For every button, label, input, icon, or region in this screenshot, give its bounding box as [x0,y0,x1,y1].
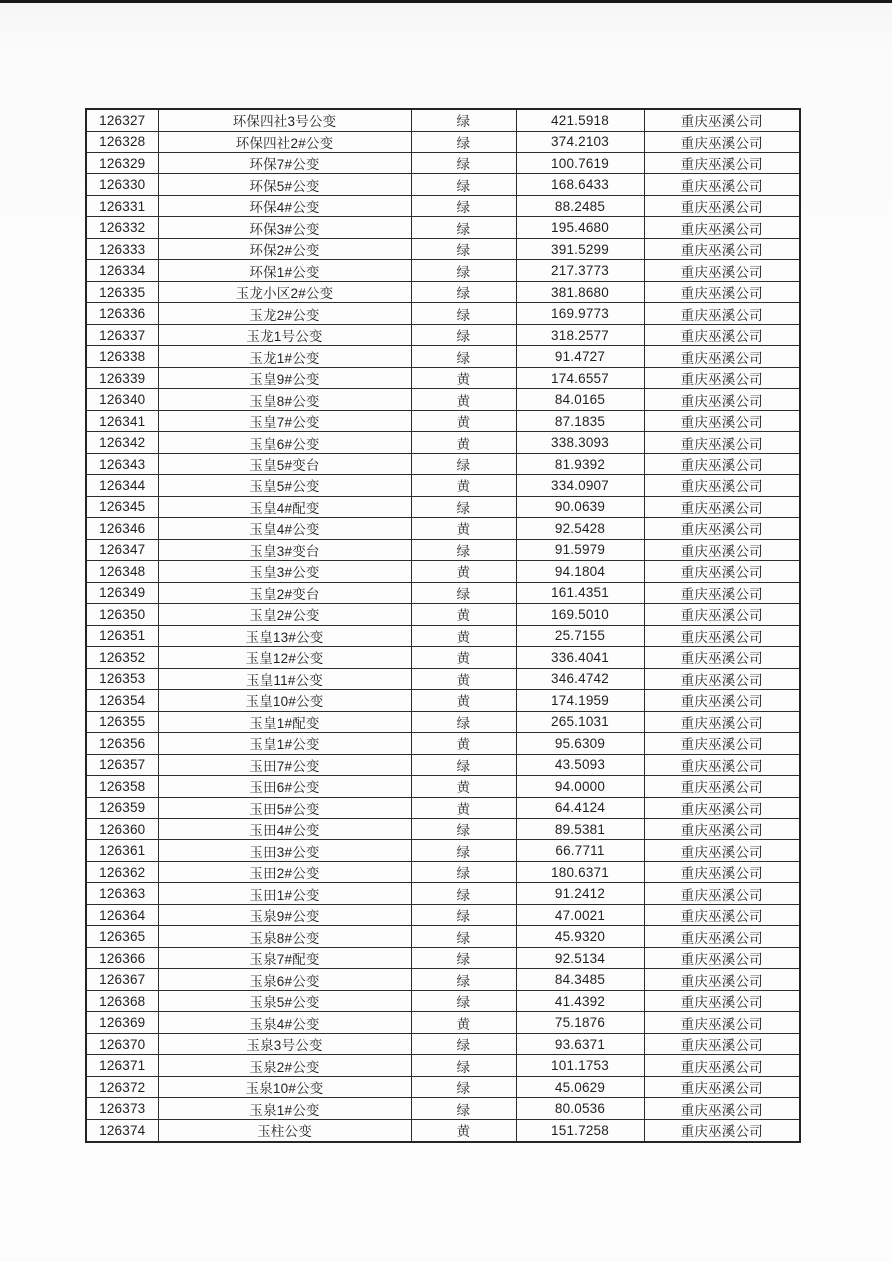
table-row [86,561,800,582]
cell-transformer-name: 玉龙1号公变 [158,324,411,345]
table-row [86,260,800,281]
cell-status: 黄 [411,1119,516,1142]
cell-value: 84.3485 [516,969,644,990]
cell-status: 绿 [411,926,516,947]
cell-value: 100.7619 [516,152,644,173]
cell-company: 重庆巫溪公司 [644,647,800,668]
cell-company: 重庆巫溪公司 [644,625,800,646]
cell-transformer-name: 玉皇4#公变 [158,518,411,539]
cell-record-id: 126332 [86,217,158,238]
cell-company: 重庆巫溪公司 [644,195,800,216]
table-row [86,668,800,689]
cell-company: 重庆巫溪公司 [644,904,800,925]
cell-company: 重庆巫溪公司 [644,668,800,689]
cell-value: 92.5134 [516,947,644,968]
cell-transformer-name: 玉田6#公变 [158,776,411,797]
cell-value: 25.7155 [516,625,644,646]
cell-transformer-name: 玉泉2#公变 [158,1055,411,1076]
cell-record-id: 126366 [86,947,158,968]
cell-status: 黄 [411,367,516,388]
cell-status: 绿 [411,582,516,603]
cell-value: 161.4351 [516,582,644,603]
cell-status: 黄 [411,797,516,818]
table-row [86,174,800,195]
cell-company: 重庆巫溪公司 [644,1076,800,1097]
cell-transformer-name: 玉皇5#公变 [158,475,411,496]
cell-company: 重庆巫溪公司 [644,754,800,775]
cell-transformer-name: 玉泉9#公变 [158,904,411,925]
cell-transformer-name: 玉田1#公变 [158,883,411,904]
cell-value: 92.5428 [516,518,644,539]
cell-record-id: 126356 [86,733,158,754]
cell-status: 黄 [411,776,516,797]
cell-transformer-name: 玉泉10#公变 [158,1076,411,1097]
cell-record-id: 126348 [86,561,158,582]
cell-status: 绿 [411,195,516,216]
cell-status: 绿 [411,303,516,324]
cell-status: 绿 [411,238,516,259]
cell-company: 重庆巫溪公司 [644,1055,800,1076]
cell-status: 绿 [411,346,516,367]
cell-company: 重庆巫溪公司 [644,990,800,1011]
cell-company: 重庆巫溪公司 [644,1119,800,1142]
cell-record-id: 126350 [86,604,158,625]
cell-transformer-name: 玉柱公变 [158,1119,411,1142]
cell-company: 重庆巫溪公司 [644,539,800,560]
table-row [86,109,800,131]
cell-company: 重庆巫溪公司 [644,797,800,818]
table-row [86,410,800,431]
cell-record-id: 126336 [86,303,158,324]
cell-value: 91.5979 [516,539,644,560]
cell-record-id: 126371 [86,1055,158,1076]
cell-company: 重庆巫溪公司 [644,947,800,968]
cell-record-id: 126355 [86,711,158,732]
table-row [86,281,800,302]
cell-status: 黄 [411,604,516,625]
cell-company: 重庆巫溪公司 [644,152,800,173]
cell-record-id: 126343 [86,453,158,474]
cell-transformer-name: 环保7#公变 [158,152,411,173]
cell-transformer-name: 玉皇12#公变 [158,647,411,668]
table-row [86,152,800,173]
cell-transformer-name: 玉皇11#公变 [158,668,411,689]
cell-record-id: 126342 [86,432,158,453]
cell-company: 重庆巫溪公司 [644,926,800,947]
cell-status: 绿 [411,990,516,1011]
cell-company: 重庆巫溪公司 [644,238,800,259]
cell-record-id: 126339 [86,367,158,388]
cell-transformer-name: 玉皇8#公变 [158,389,411,410]
cell-company: 重庆巫溪公司 [644,367,800,388]
cell-status: 黄 [411,1012,516,1033]
table-row [86,582,800,603]
cell-record-id: 126357 [86,754,158,775]
cell-value: 391.5299 [516,238,644,259]
cell-company: 重庆巫溪公司 [644,281,800,302]
cell-transformer-name: 玉皇6#公变 [158,432,411,453]
cell-record-id: 126341 [86,410,158,431]
table-row [86,969,800,990]
table-row [86,324,800,345]
cell-status: 绿 [411,217,516,238]
cell-transformer-name: 玉田5#公变 [158,797,411,818]
cell-company: 重庆巫溪公司 [644,131,800,152]
table-row [86,367,800,388]
cell-transformer-name: 玉田3#公变 [158,840,411,861]
cell-company: 重庆巫溪公司 [644,582,800,603]
table-row [86,389,800,410]
cell-record-id: 126349 [86,582,158,603]
cell-value: 75.1876 [516,1012,644,1033]
cell-company: 重庆巫溪公司 [644,475,800,496]
cell-transformer-name: 玉皇2#变台 [158,582,411,603]
cell-status: 绿 [411,174,516,195]
cell-value: 265.1031 [516,711,644,732]
cell-record-id: 126358 [86,776,158,797]
table-row [86,346,800,367]
cell-value: 94.0000 [516,776,644,797]
cell-record-id: 126337 [86,324,158,345]
cell-transformer-name: 玉皇3#变台 [158,539,411,560]
cell-record-id: 126368 [86,990,158,1011]
cell-transformer-name: 玉皇9#公变 [158,367,411,388]
cell-record-id: 126361 [86,840,158,861]
cell-transformer-name: 玉皇1#配变 [158,711,411,732]
cell-status: 绿 [411,1076,516,1097]
cell-status: 绿 [411,260,516,281]
cell-value: 64.4124 [516,797,644,818]
cell-record-id: 126330 [86,174,158,195]
cell-company: 重庆巫溪公司 [644,1012,800,1033]
cell-record-id: 126331 [86,195,158,216]
cell-value: 93.6371 [516,1033,644,1054]
cell-value: 80.0536 [516,1098,644,1119]
cell-status: 绿 [411,1098,516,1119]
table-row [86,1033,800,1054]
table-row [86,754,800,775]
cell-status: 黄 [411,647,516,668]
cell-transformer-name: 玉皇4#配变 [158,496,411,517]
page-top-edge-line [0,0,892,3]
table-row [86,861,800,882]
cell-transformer-name: 玉龙小区2#公变 [158,281,411,302]
cell-value: 374.2103 [516,131,644,152]
cell-status: 绿 [411,131,516,152]
table-row [86,840,800,861]
cell-transformer-name: 环保5#公变 [158,174,411,195]
cell-record-id: 126364 [86,904,158,925]
cell-transformer-name: 玉皇7#公变 [158,410,411,431]
cell-company: 重庆巫溪公司 [644,969,800,990]
cell-status: 绿 [411,840,516,861]
cell-company: 重庆巫溪公司 [644,604,800,625]
cell-value: 381.8680 [516,281,644,302]
cell-company: 重庆巫溪公司 [644,561,800,582]
cell-status: 黄 [411,561,516,582]
cell-transformer-name: 玉田2#公变 [158,861,411,882]
table-row [86,1012,800,1033]
cell-value: 346.4742 [516,668,644,689]
cell-value: 168.6433 [516,174,644,195]
cell-transformer-name: 环保1#公变 [158,260,411,281]
cell-value: 217.3773 [516,260,644,281]
cell-status: 黄 [411,475,516,496]
table-row [86,604,800,625]
cell-record-id: 126351 [86,625,158,646]
cell-company: 重庆巫溪公司 [644,217,800,238]
cell-record-id: 126346 [86,518,158,539]
table-body [86,109,800,1142]
cell-status: 绿 [411,904,516,925]
table-row [86,303,800,324]
cell-status: 绿 [411,1055,516,1076]
table-row [86,990,800,1011]
cell-record-id: 126354 [86,690,158,711]
cell-company: 重庆巫溪公司 [644,840,800,861]
cell-record-id: 126338 [86,346,158,367]
table-row [86,947,800,968]
cell-value: 169.9773 [516,303,644,324]
table-row [86,432,800,453]
cell-record-id: 126353 [86,668,158,689]
cell-status: 绿 [411,947,516,968]
cell-transformer-name: 玉泉4#公变 [158,1012,411,1033]
cell-transformer-name: 玉泉8#公变 [158,926,411,947]
cell-value: 336.4041 [516,647,644,668]
cell-record-id: 126363 [86,883,158,904]
cell-value: 89.5381 [516,819,644,840]
cell-record-id: 126362 [86,861,158,882]
table-row [86,518,800,539]
cell-transformer-name: 环保3#公变 [158,217,411,238]
table-row [86,926,800,947]
table-row [86,475,800,496]
cell-company: 重庆巫溪公司 [644,518,800,539]
cell-transformer-name: 玉皇5#变台 [158,453,411,474]
cell-value: 90.0639 [516,496,644,517]
cell-transformer-name: 环保4#公变 [158,195,411,216]
cell-company: 重庆巫溪公司 [644,883,800,904]
table-row [86,1119,800,1142]
cell-value: 88.2485 [516,195,644,216]
cell-company: 重庆巫溪公司 [644,346,800,367]
table-row [86,1055,800,1076]
cell-company: 重庆巫溪公司 [644,819,800,840]
cell-company: 重庆巫溪公司 [644,776,800,797]
cell-value: 47.0021 [516,904,644,925]
table-row [86,1076,800,1097]
cell-transformer-name: 玉田7#公变 [158,754,411,775]
cell-transformer-name: 玉泉6#公变 [158,969,411,990]
cell-status: 绿 [411,883,516,904]
cell-transformer-name: 玉泉3号公变 [158,1033,411,1054]
cell-transformer-name: 玉皇10#公变 [158,690,411,711]
table-row [86,238,800,259]
cell-transformer-name: 玉皇1#公变 [158,733,411,754]
cell-transformer-name: 玉皇13#公变 [158,625,411,646]
cell-company: 重庆巫溪公司 [644,260,800,281]
cell-record-id: 126335 [86,281,158,302]
cell-value: 318.2577 [516,324,644,345]
cell-value: 195.4680 [516,217,644,238]
cell-status: 黄 [411,389,516,410]
cell-record-id: 126369 [86,1012,158,1033]
cell-status: 黄 [411,625,516,646]
table-row [86,539,800,560]
cell-value: 87.1835 [516,410,644,431]
cell-value: 338.3093 [516,432,644,453]
cell-value: 91.2412 [516,883,644,904]
table-row [86,453,800,474]
cell-record-id: 126334 [86,260,158,281]
table-row [86,131,800,152]
table-row [86,883,800,904]
cell-record-id: 126370 [86,1033,158,1054]
cell-record-id: 126329 [86,152,158,173]
cell-value: 45.9320 [516,926,644,947]
cell-company: 重庆巫溪公司 [644,1098,800,1119]
cell-value: 91.4727 [516,346,644,367]
cell-company: 重庆巫溪公司 [644,389,800,410]
cell-value: 43.5093 [516,754,644,775]
cell-status: 绿 [411,152,516,173]
cell-status: 黄 [411,690,516,711]
cell-record-id: 126327 [86,109,158,131]
cell-status: 绿 [411,539,516,560]
cell-record-id: 126333 [86,238,158,259]
cell-record-id: 126347 [86,539,158,560]
cell-transformer-name: 玉龙1#公变 [158,346,411,367]
cell-value: 95.6309 [516,733,644,754]
table-row [86,1098,800,1119]
cell-company: 重庆巫溪公司 [644,861,800,882]
cell-transformer-name: 玉皇3#公变 [158,561,411,582]
cell-record-id: 126344 [86,475,158,496]
cell-value: 94.1804 [516,561,644,582]
cell-status: 绿 [411,969,516,990]
cell-status: 黄 [411,410,516,431]
cell-record-id: 126373 [86,1098,158,1119]
cell-status: 绿 [411,281,516,302]
cell-company: 重庆巫溪公司 [644,410,800,431]
cell-company: 重庆巫溪公司 [644,453,800,474]
cell-company: 重庆巫溪公司 [644,733,800,754]
cell-transformer-name: 玉龙2#公变 [158,303,411,324]
cell-status: 绿 [411,496,516,517]
cell-record-id: 126367 [86,969,158,990]
cell-company: 重庆巫溪公司 [644,174,800,195]
cell-record-id: 126340 [86,389,158,410]
transformer-data-table [85,108,801,1143]
cell-value: 421.5918 [516,109,644,131]
table-row [86,711,800,732]
cell-status: 绿 [411,754,516,775]
cell-company: 重庆巫溪公司 [644,1033,800,1054]
cell-transformer-name: 玉田4#公变 [158,819,411,840]
cell-record-id: 126352 [86,647,158,668]
cell-value: 174.6557 [516,367,644,388]
table-row [86,647,800,668]
table-row [86,217,800,238]
table-row [86,496,800,517]
cell-status: 绿 [411,711,516,732]
cell-status: 黄 [411,518,516,539]
cell-value: 81.9392 [516,453,644,474]
table-row [86,819,800,840]
cell-status: 绿 [411,861,516,882]
cell-transformer-name: 环保四社2#公变 [158,131,411,152]
cell-status: 绿 [411,109,516,131]
cell-record-id: 126360 [86,819,158,840]
cell-record-id: 126374 [86,1119,158,1142]
cell-value: 180.6371 [516,861,644,882]
table-row [86,733,800,754]
cell-status: 黄 [411,733,516,754]
cell-value: 45.0629 [516,1076,644,1097]
cell-value: 334.0907 [516,475,644,496]
cell-record-id: 126372 [86,1076,158,1097]
cell-record-id: 126345 [86,496,158,517]
cell-transformer-name: 玉皇2#公变 [158,604,411,625]
cell-status: 黄 [411,668,516,689]
cell-company: 重庆巫溪公司 [644,432,800,453]
cell-status: 绿 [411,819,516,840]
cell-status: 绿 [411,324,516,345]
cell-value: 151.7258 [516,1119,644,1142]
cell-company: 重庆巫溪公司 [644,496,800,517]
table-row [86,904,800,925]
cell-transformer-name: 玉泉7#配变 [158,947,411,968]
cell-value: 84.0165 [516,389,644,410]
table-row [86,776,800,797]
cell-status: 绿 [411,453,516,474]
table-row [86,690,800,711]
cell-record-id: 126365 [86,926,158,947]
cell-company: 重庆巫溪公司 [644,711,800,732]
cell-value: 41.4392 [516,990,644,1011]
cell-company: 重庆巫溪公司 [644,324,800,345]
cell-company: 重庆巫溪公司 [644,690,800,711]
table-row [86,797,800,818]
cell-record-id: 126328 [86,131,158,152]
cell-status: 绿 [411,1033,516,1054]
cell-status: 黄 [411,432,516,453]
cell-company: 重庆巫溪公司 [644,303,800,324]
table-row [86,195,800,216]
cell-value: 169.5010 [516,604,644,625]
cell-transformer-name: 环保2#公变 [158,238,411,259]
cell-transformer-name: 玉泉5#公变 [158,990,411,1011]
cell-company: 重庆巫溪公司 [644,109,800,131]
cell-value: 66.7711 [516,840,644,861]
cell-value: 101.1753 [516,1055,644,1076]
cell-value: 174.1959 [516,690,644,711]
table-row [86,625,800,646]
cell-transformer-name: 环保四社3号公变 [158,109,411,131]
cell-transformer-name: 玉泉1#公变 [158,1098,411,1119]
cell-record-id: 126359 [86,797,158,818]
